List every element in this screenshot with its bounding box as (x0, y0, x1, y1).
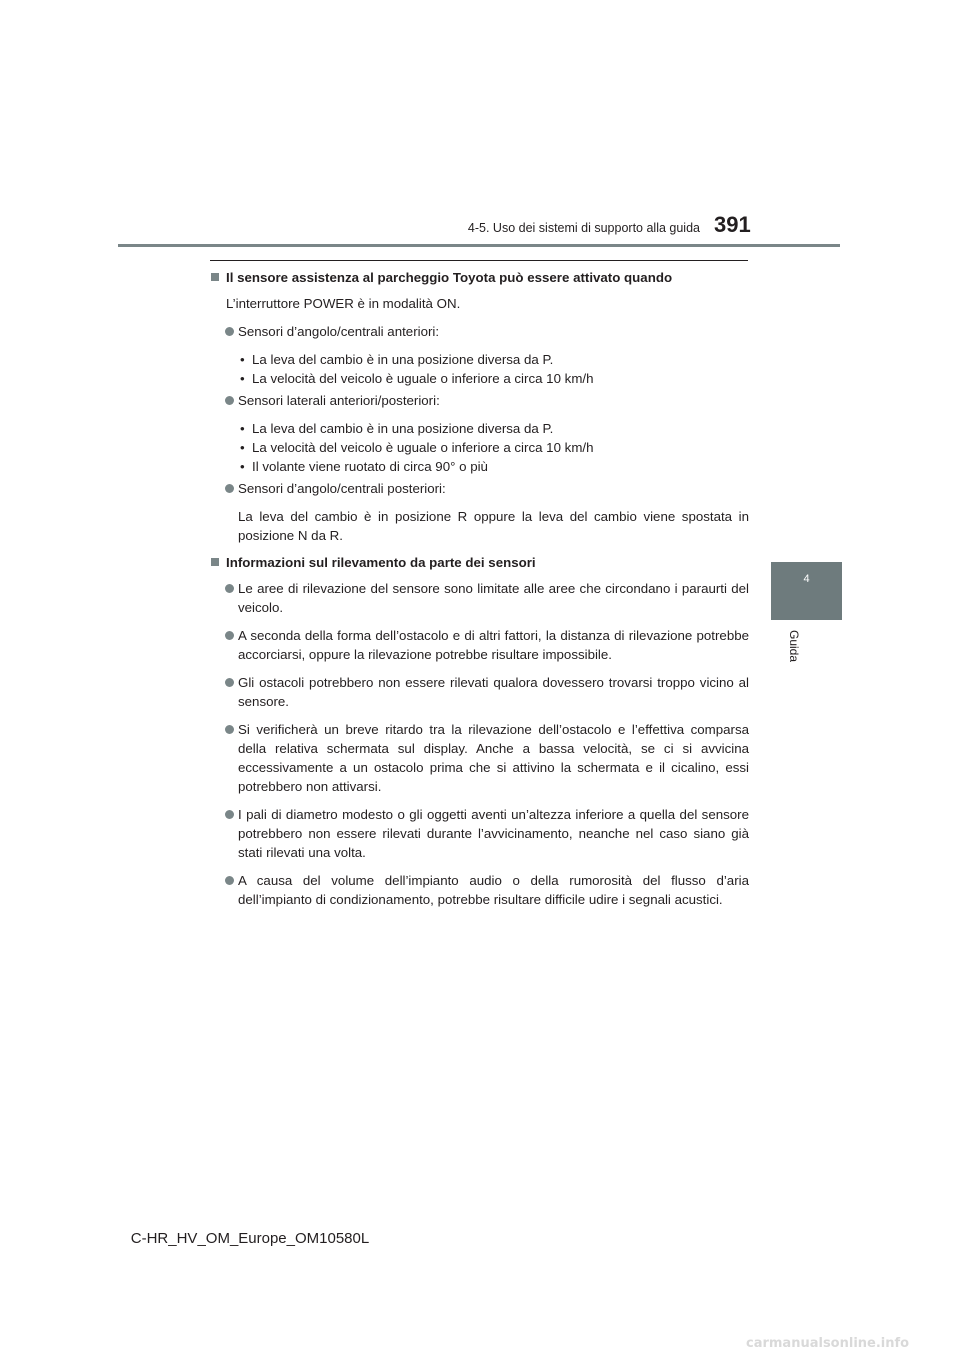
list-item: A seconda della forma dell’ostacolo e di altri fattori, la distanza di rilevazione potrebbe accorciarsi, oppure la rilevazione potrebbe risultare impossibile. (210, 626, 749, 664)
chapter-tab[interactable] (771, 562, 842, 620)
round-bullet-icon (225, 396, 234, 405)
list-item: Sensori d’angolo/centrali posteriori: (210, 479, 749, 498)
square-bullet-icon (211, 558, 219, 566)
content-top-rule (210, 260, 748, 261)
sub-list-item: • La leva del cambio è in una posizione diversa da P. (240, 421, 554, 436)
chapter-tab-number: 4 (803, 573, 810, 585)
list-item: Si verificherà un breve ritardo tra la rilevazione dell’ostacolo e l’effettiva comparsa della relativa schermata sul display. Anche a bassa velocità, se ci si avvicina eccessivamente a un ostacolo prima che si attivino la schermata e il cicalino, essi potrebbero non attivarsi. (210, 720, 749, 796)
page-number: 391 (714, 212, 751, 237)
list-item: A causa del volume dell’impianto audio o della rumorosità del flusso d’aria dell’impianto di condizionamento, potrebbe risultare difficile udire i segnali acustici. (210, 871, 749, 909)
list-item: Gli ostacoli potrebbero non essere rilevati qualora dovessero trovarsi troppo vicino al sensore. (210, 673, 749, 711)
list-item-detail: La leva del cambio è in posizione R oppure la leva del cambio viene spostata in posizione N da R. (238, 509, 749, 543)
page-content (210, 268, 749, 918)
sub-list (210, 350, 749, 388)
header-rule (118, 244, 840, 247)
round-bullet-icon (225, 327, 234, 336)
round-bullet-icon (225, 631, 234, 640)
section-intro: L’interruttore POWER è in modalità ON. (226, 296, 461, 311)
round-bullet-icon (225, 584, 234, 593)
chapter-label: Guida (787, 630, 801, 663)
round-bullet-icon (225, 876, 234, 885)
sub-list (210, 419, 749, 476)
sub-list-item: • La velocità del veicolo è uguale o inferiore a circa 10 km/h (240, 371, 594, 386)
sub-list-item: • La velocità del veicolo è uguale o inferiore a circa 10 km/h (240, 440, 594, 455)
round-bullet-icon (225, 678, 234, 687)
round-bullet-icon (225, 484, 234, 493)
sub-list-item: • La leva del cambio è in una posizione diversa da P. (240, 352, 554, 367)
section-heading: Il sensore assistenza al parcheggio Toyota può essere attivato quando (210, 268, 749, 287)
square-bullet-icon (211, 273, 219, 281)
header-section-title: 4-5. Uso dei sistemi di supporto alla guida (467, 221, 700, 235)
list-item: Sensori d’angolo/centrali anteriori: (210, 322, 749, 341)
list-item: Sensori laterali anteriori/posteriori: (210, 391, 749, 410)
list-item: I pali di diametro modesto o gli oggetti aventi un’altezza inferiore a quella del sensore potrebbero non essere rilevati durante l’avvicinamento, neanche nel caso siano già stati rilevati una volta. (210, 805, 749, 862)
section-heading: Informazioni sul rilevamento da parte dei sensori (210, 553, 749, 572)
document-code: C-HR_HV_OM_Europe_OM10580L (130, 1230, 370, 1247)
list-item: Le aree di rilevazione del sensore sono limitate alle aree che circondano i paraurti del veicolo. (210, 579, 749, 617)
sub-list-item: • Il volante viene ruotato di circa 90° o più (240, 459, 488, 474)
watermark: carmanualsonline.info (746, 1336, 910, 1351)
round-bullet-icon (225, 725, 234, 734)
round-bullet-icon (225, 810, 234, 819)
